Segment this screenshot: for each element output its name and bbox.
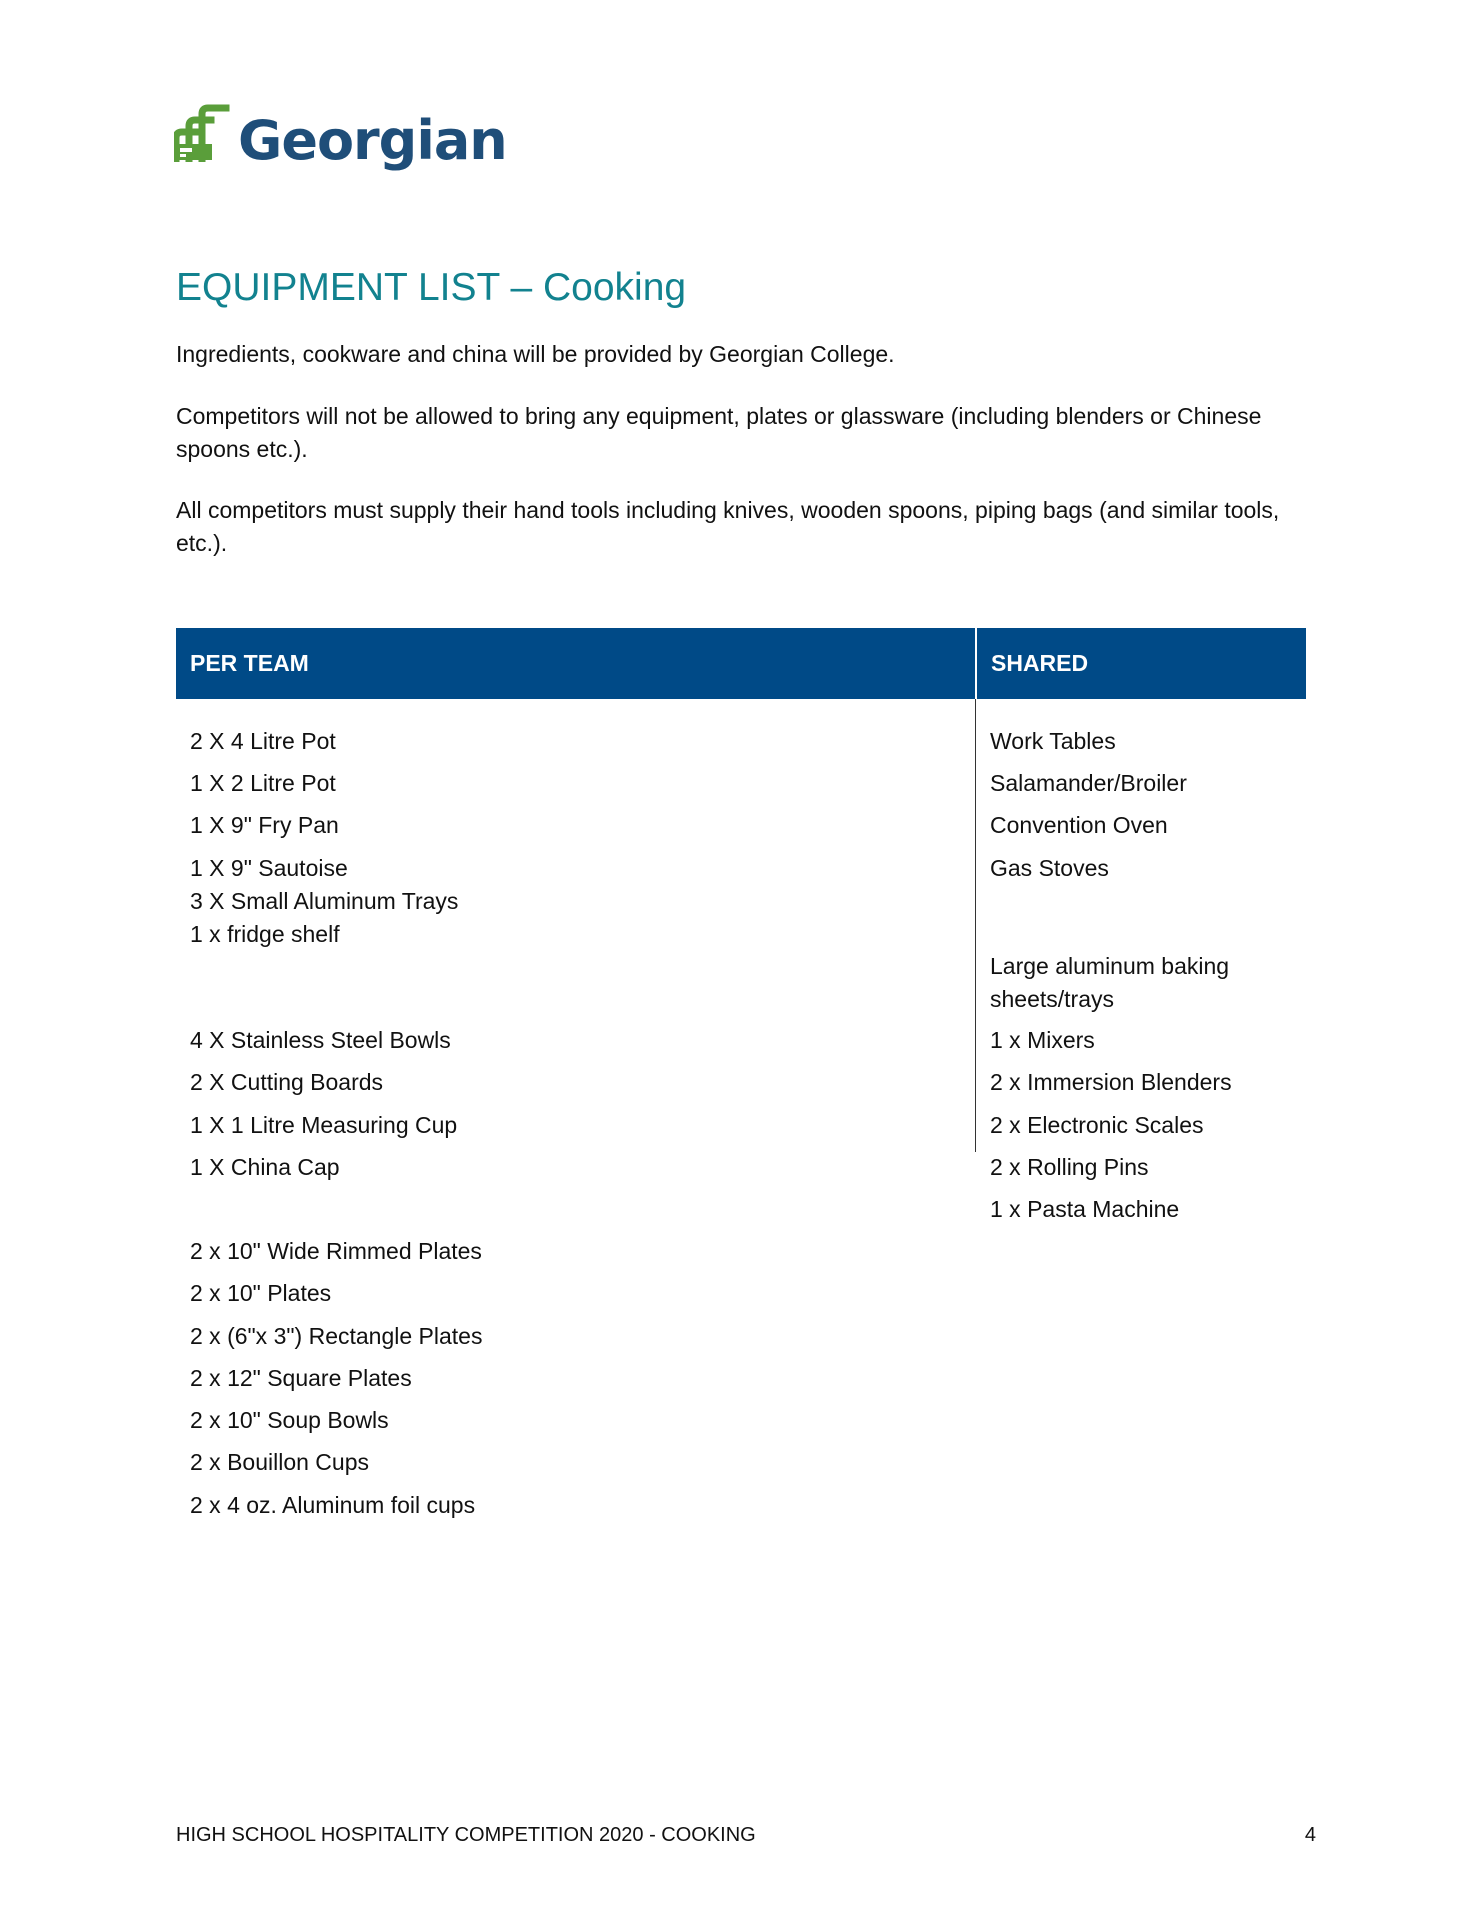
page-number: 4: [1304, 1824, 1316, 1846]
list-item: Large aluminum baking sheets/trays: [990, 953, 1230, 1012]
list-item: 2 x (6"x 3") Rectangle Plates: [190, 1323, 483, 1349]
intro-paragraph-3: All competitors must supply their hand tools including knives, wooden spoons, piping bags (and similar tools, etc.).: [176, 497, 1280, 556]
logo-mark-base: [174, 144, 212, 160]
list-item: 2 x 12" Square Plates: [190, 1365, 412, 1391]
list-item: 2 x 10" Wide Rimmed Plates: [190, 1238, 482, 1264]
list-item: 1 x Pasta Machine: [990, 1196, 1180, 1222]
list-item: 1 X 9" Sautoise: [190, 855, 348, 881]
list-item: 2 x Bouillon Cups: [190, 1449, 369, 1475]
intro-paragraph-2: Competitors will not be allowed to bring any equipment, plates or glassware (including blenders or Chinese spoons etc.).: [176, 403, 1262, 462]
list-item: Work Tables: [990, 728, 1116, 754]
list-item: 1 X China Cap: [190, 1154, 340, 1180]
list-item: 2 x 4 oz. Aluminum foil cups: [190, 1492, 476, 1518]
georgian-logo-icon: [174, 104, 230, 162]
logo-wordmark: Georgian: [238, 109, 507, 172]
list-item: 1 X 1 Litre Measuring Cup: [190, 1112, 458, 1138]
list-item: 1 x fridge shelf: [190, 921, 340, 947]
footer-title: HIGH SCHOOL HOSPITALITY COMPETITION 2020 - COOKING: [176, 1824, 756, 1846]
page-title: EQUIPMENT LIST – Cooking: [176, 266, 687, 309]
header-per-team: PER TEAM: [190, 650, 309, 676]
list-item: 2 x Immersion Blenders: [990, 1069, 1232, 1095]
list-item: Salamander/Broiler: [990, 770, 1187, 796]
list-item: Gas Stoves: [990, 855, 1109, 881]
list-item: 4 X Stainless Steel Bowls: [190, 1027, 451, 1053]
georgian-logo: [174, 104, 507, 172]
equipment-table: [176, 628, 1306, 1518]
list-item: 1 x Mixers: [990, 1027, 1095, 1053]
list-item: 3 X Small Aluminum Trays: [190, 888, 459, 914]
list-item: 1 X 9" Fry Pan: [190, 812, 339, 838]
list-item: 2 x 10" Soup Bowls: [190, 1407, 389, 1433]
list-item: 2 x Rolling Pins: [990, 1154, 1149, 1180]
list-item: 2 X 4 Litre Pot: [190, 728, 336, 754]
list-item: Convention Oven: [990, 812, 1168, 838]
header-shared: SHARED: [975, 628, 1306, 699]
list-item: 1 X 2 Litre Pot: [190, 770, 336, 796]
list-item: 2 X Cutting Boards: [190, 1069, 384, 1095]
column-divider: [975, 699, 976, 1152]
list-item: 2 x 10" Plates: [190, 1280, 332, 1306]
page-footer: [176, 1824, 1316, 1847]
intro-paragraph-1: Ingredients, cookware and china will be provided by Georgian College.: [176, 341, 895, 367]
table-header-row: [176, 628, 1306, 699]
list-item: 2 x Electronic Scales: [990, 1112, 1204, 1138]
